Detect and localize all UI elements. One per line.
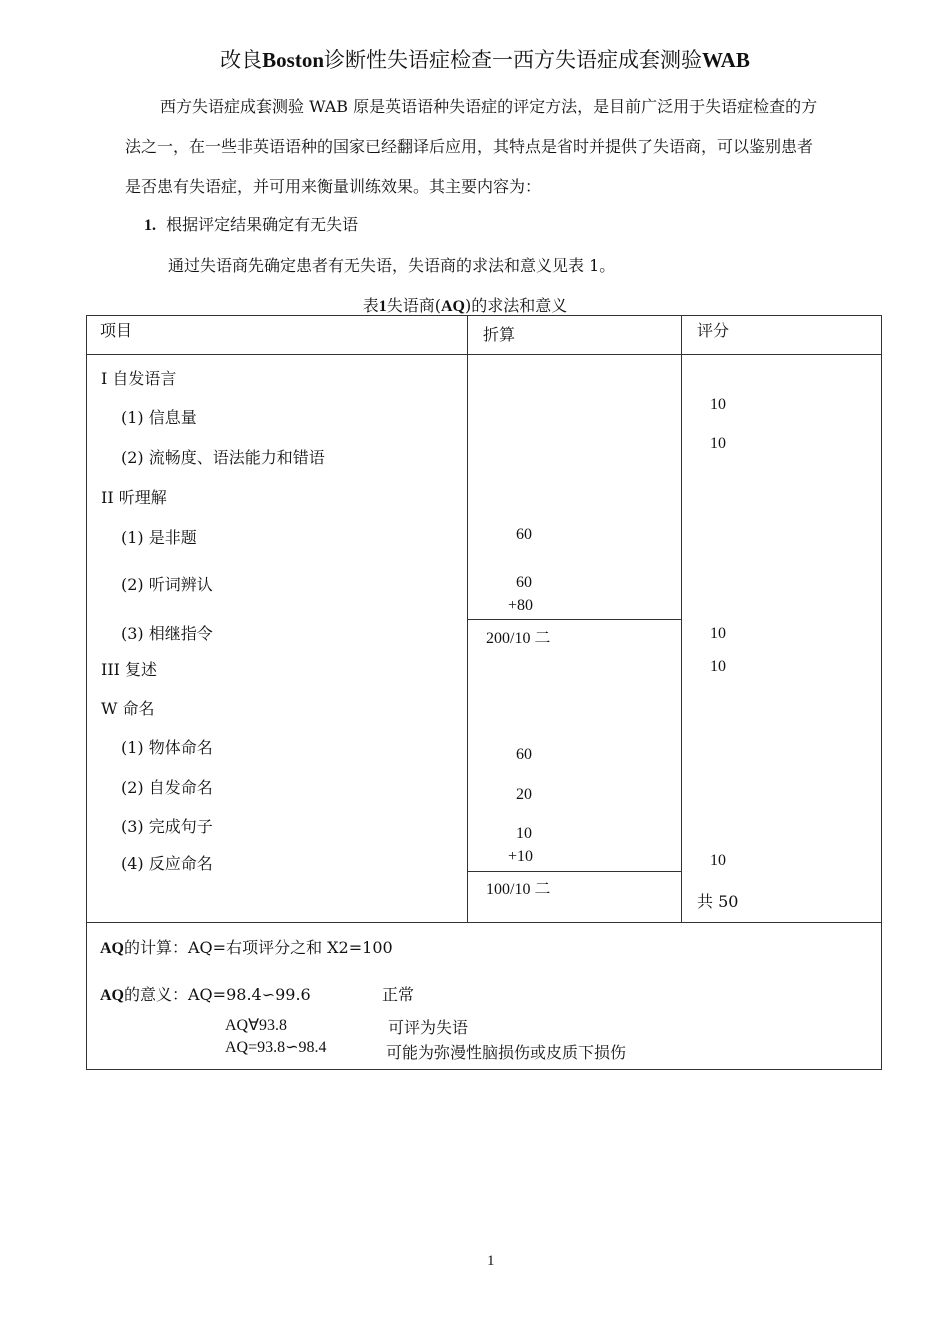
conversion-subtotal: 100/10 二 [486,881,551,898]
item-object-naming: (1) 物体命名 [121,738,213,757]
conversion-value: +10 [508,848,534,865]
section-body: 通过失语商先确定患者有无失语，失语商的求法和意义见表 1。 [168,256,616,275]
title-prefix: 改良 [220,48,263,72]
item-sentence-completion: (3) 完成句子 [121,817,213,836]
section-heading: 1. 根据评定结果确定有无失语 [144,215,359,234]
aq-diffuse-label: 可能为弥漫性脑损伤或皮质下损伤 [386,1043,627,1062]
table-border-right [881,315,882,1070]
header-conversion: 折算 [483,325,516,344]
aq-range-aphasia: AQ∀93.8 [225,1017,288,1034]
aq-calculation: AQ的计算：AQ=右项评分之和 X2=100 [100,938,393,957]
item-word-fluency: (2) 自发命名 [121,778,213,797]
score-value: 10 [710,658,726,675]
item-naming: W 命名 [101,699,155,718]
item-comprehension: II 听理解 [101,488,167,507]
title-middle: 诊断性失语症检查一西方失语症成套测验 [324,48,702,72]
conversion-subtotal: 200/10 二 [486,630,551,647]
aq-range-diffuse: AQ=93.8∽98.4 [225,1039,327,1056]
intro-line-3: 是否患有失语症，并可用来衡量训练效果。其主要内容为： [125,177,542,196]
table-footer-divider [86,922,882,923]
conversion-value: 10 [516,825,532,842]
table-border-bottom [86,1069,882,1070]
score-value: 10 [710,625,726,642]
conversion-value: 60 [516,574,532,591]
item-sequential-commands: (3) 相继指令 [121,624,213,643]
score-total: 共 50 [697,892,739,911]
subtotal-rule-1 [467,619,681,620]
conversion-value: 20 [516,786,532,803]
intro-line-1: 西方失语症成套测验 WAB 原是英语语种失语症的评定方法，是目前广泛用于失语症检查的方 [160,97,818,116]
table-border-top [86,315,882,316]
item-spontaneous-speech: I 自发语言 [101,369,177,388]
page-title [0,44,950,74]
table-caption: 表1失语商(AQ)的求法和意义 [362,296,568,315]
table-border-left [86,315,87,1070]
title-bold-boston: Boston [262,48,324,72]
page-number: 1 [487,1253,495,1269]
item-information: (1) 信息量 [121,408,197,427]
table-header-divider [86,354,882,355]
section-heading-text: 根据评定结果确定有无失语 [166,215,359,234]
section-number: 1 [144,217,152,234]
table-col-divider-2 [681,315,682,923]
conversion-value: +80 [508,597,534,614]
header-score: 评分 [697,321,730,340]
aq-normal-label: 正常 [382,985,415,1004]
score-value: 10 [710,852,726,869]
conversion-value: 60 [516,526,532,543]
subtotal-rule-2 [467,871,681,872]
conversion-value: 60 [516,746,532,763]
item-repetition: III 复述 [101,660,158,679]
item-yes-no: (1) 是非题 [121,528,197,547]
item-word-recognition: (2) 听词辨认 [121,575,213,594]
intro-line-2: 法之一，在一些非英语语种的国家已经翻译后应用，其特点是省时并提供了失语商，可以鉴别患者 [125,137,814,156]
table-caption-abbr: AQ [441,298,465,315]
aq-aphasia-label: 可评为失语 [388,1018,469,1037]
header-item: 项目 [100,321,133,340]
item-fluency: (2) 流畅度、语法能力和错语 [121,448,325,467]
score-value: 10 [710,396,726,413]
aq-meaning: AQ的意义：AQ=98.4∽99.6 [100,985,311,1004]
table-caption-number: 1 [378,298,387,315]
score-value: 10 [710,435,726,452]
item-responsive-naming: (4) 反应命名 [121,854,213,873]
title-bold-wab: WAB [702,48,750,72]
